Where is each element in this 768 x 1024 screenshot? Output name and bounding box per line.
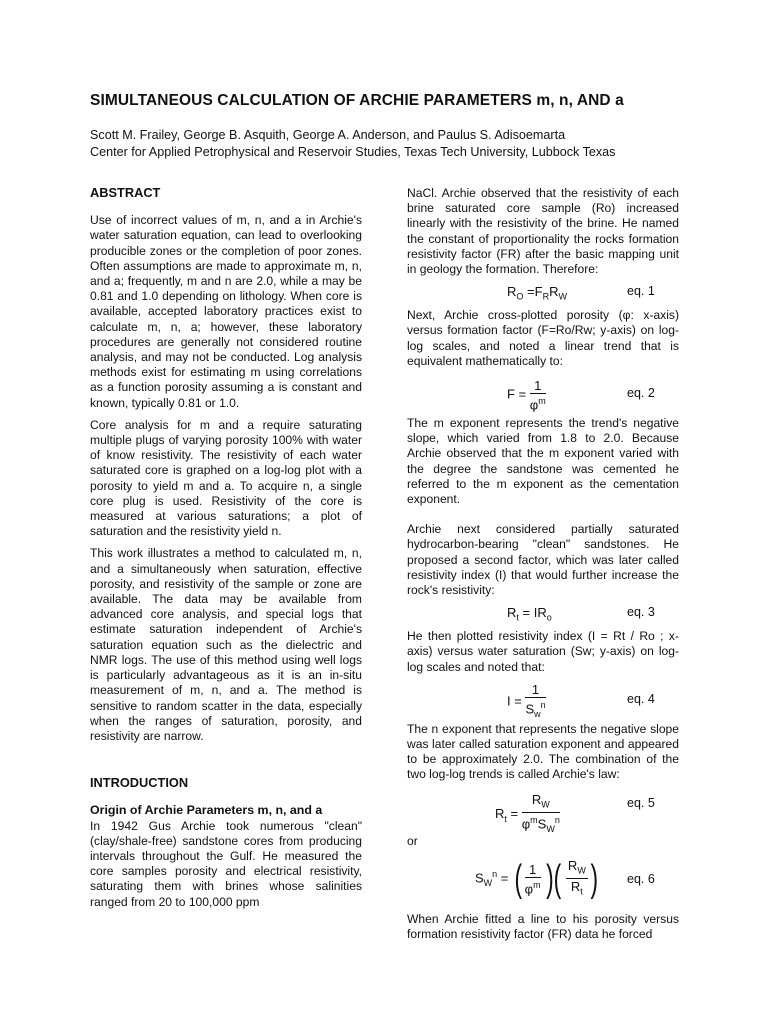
equation-2-label: eq. 2 (627, 386, 655, 401)
right-paragraph-7: When Archie fitted a line to his porosity versus formation resistivity factor (FR) data he forced (407, 911, 679, 942)
equation-1 (407, 284, 679, 304)
right-paragraph-3: The m exponent represents the trend's negative slope, which varied from 1.8 to 2.0. Because Archie observed that the m exponent varied with the degree the sandstone was cemented he referred to the m exponent as the cementation exponent. (407, 416, 679, 507)
equation-6-label: eq. 6 (627, 871, 655, 886)
equation-3-label: eq. 3 (627, 605, 655, 620)
equation-1-formula: $R_O =F_RR_W$ (507, 284, 567, 302)
paper-title: SIMULTANEOUS CALCULATION OF ARCHIE PARAMETERS m, n, AND a (90, 92, 624, 109)
introduction-paragraph-1: In 1942 Gus Archie took numerous "clean" (clay/shale-free) sandstone cores from producing intervals throughout the Gulf. He measured the core samples porosity and electrical resistivity, saturating them with brines whose salinities ranged from 20 to 100,000 ppm (90, 818, 362, 909)
origin-subheading: Origin of Archie Parameters m, n, and a (90, 803, 323, 818)
right-paragraph-2: Next, Archie cross-plotted porosity (φ: x-axis) versus formation factor (F=Ro/Rw; y-axis) on log-log scales, and noted a linear trend that is equivalent mathematically to: (407, 308, 679, 368)
equation-6-formula: $S_W^n$ = ( $\frac{1}{\varphi^m}$ )( $\frac{R_W}{R_t}$ ) (475, 857, 598, 900)
author-block (90, 127, 710, 161)
equation-6 (407, 856, 679, 908)
equation-3-formula: $R_t = IR_o$ (507, 605, 552, 623)
abstract-paragraph-3: This work illustrates a method to calculated m, n, and a simultaneously when saturation, effective porosity, and resistivity of the sample or zone are available. The data may be available from advanced core analysis, and special logs that estimate saturation independent of Archie's saturation equation such as the dielectric and NMR logs. The use of this method using well logs is particularly advantageous as it is an in-situ measurement of m, n, and a. The method is sensitive to random scatter in the data, especially when the ranges of saturation, porosity, and resistivity are narrow. (90, 546, 362, 743)
or-text: or (407, 833, 418, 848)
abstract-paragraph-1: Use of incorrect values of m, n, and a in Archie's water saturation equation, can lead to overlooking producible zones or the completion of poor zones. Often assumptions are made to approximate m, n, and a; frequently, m and n are 2.0, while a may be 0.81 and 1.0 depending on lithology. When core is available, accepted laboratory practices exist to calculate m, n, a; however, these laboratory procedures are generally not considered routine analysis, and may not be conducted. Log analysis methods exist for estimating m using correlations as a function porosity assuming a is constant and known, typically 0.81 or 1.0. (90, 213, 362, 410)
right-paragraph-1: NaCl. Archie observed that the resistivity of each brine saturated core sample (Ro) increased linearly with the resistivity of the brine. He named the constant of proportionality the rocks formation resistivity factor (FR) after the basic mapping unit in geology the formation. Therefore: (407, 186, 679, 277)
right-paragraph-5: He then plotted resistivity index (I = Rt / Ro ; x-axis) versus water saturation (Sw; y-axis) on log-log scales and noted that: (407, 629, 679, 674)
equation-1-label: eq. 1 (627, 284, 655, 299)
equation-5 (407, 790, 679, 835)
equation-2 (407, 376, 679, 412)
equation-4-formula: I = $\frac{1}{S_w^n}$ (507, 681, 546, 719)
equation-3 (407, 605, 679, 625)
right-paragraph-6: The n exponent that represents the negative slope was later called saturation exponent and appeared to be approximately 2.0. The combination of the two log-log trends is called Archie's law: (407, 721, 679, 782)
right-column (407, 186, 679, 949)
left-column (90, 185, 362, 917)
equation-5-label: eq. 5 (627, 795, 655, 810)
equation-5-formula: $R_t$ = $\frac{R_W}{\varphi^mS_W^n}$ (495, 791, 560, 835)
abstract-paragraph-2: Core analysis for m and a require saturating multiple plugs of varying porosity 100% with water of know resistivity. The resistivity of each water saturated core is graphed on a log-log plot with a porosity to yield m and a. To acquire n, a single core plug is used. Resistivity of the core is measured at various saturations; a plot of saturation and the resistivity yield n. (90, 417, 362, 539)
affiliation: Center for Applied Petrophysical and Reservoir Studies, Texas Tech University, Lubbock Texas (90, 145, 616, 159)
equation-2-formula: F = $\frac{1}{\varphi^m}$ (507, 378, 546, 413)
equation-4-label: eq. 4 (627, 691, 655, 706)
introduction-heading: INTRODUCTION (90, 775, 189, 791)
author-list: Scott M. Frailey, George B. Asquith, George A. Anderson, and Paulus S. Adisoemarta (90, 128, 566, 142)
equation-4 (407, 682, 679, 718)
right-paragraph-4: Archie next considered partially saturated hydrocarbon-bearing "clean" sandstones. He proposed a second factor, which was later called resistivity index (I) that would further increase the rock's resistivity: (407, 522, 679, 598)
abstract-heading: ABSTRACT (90, 185, 161, 200)
